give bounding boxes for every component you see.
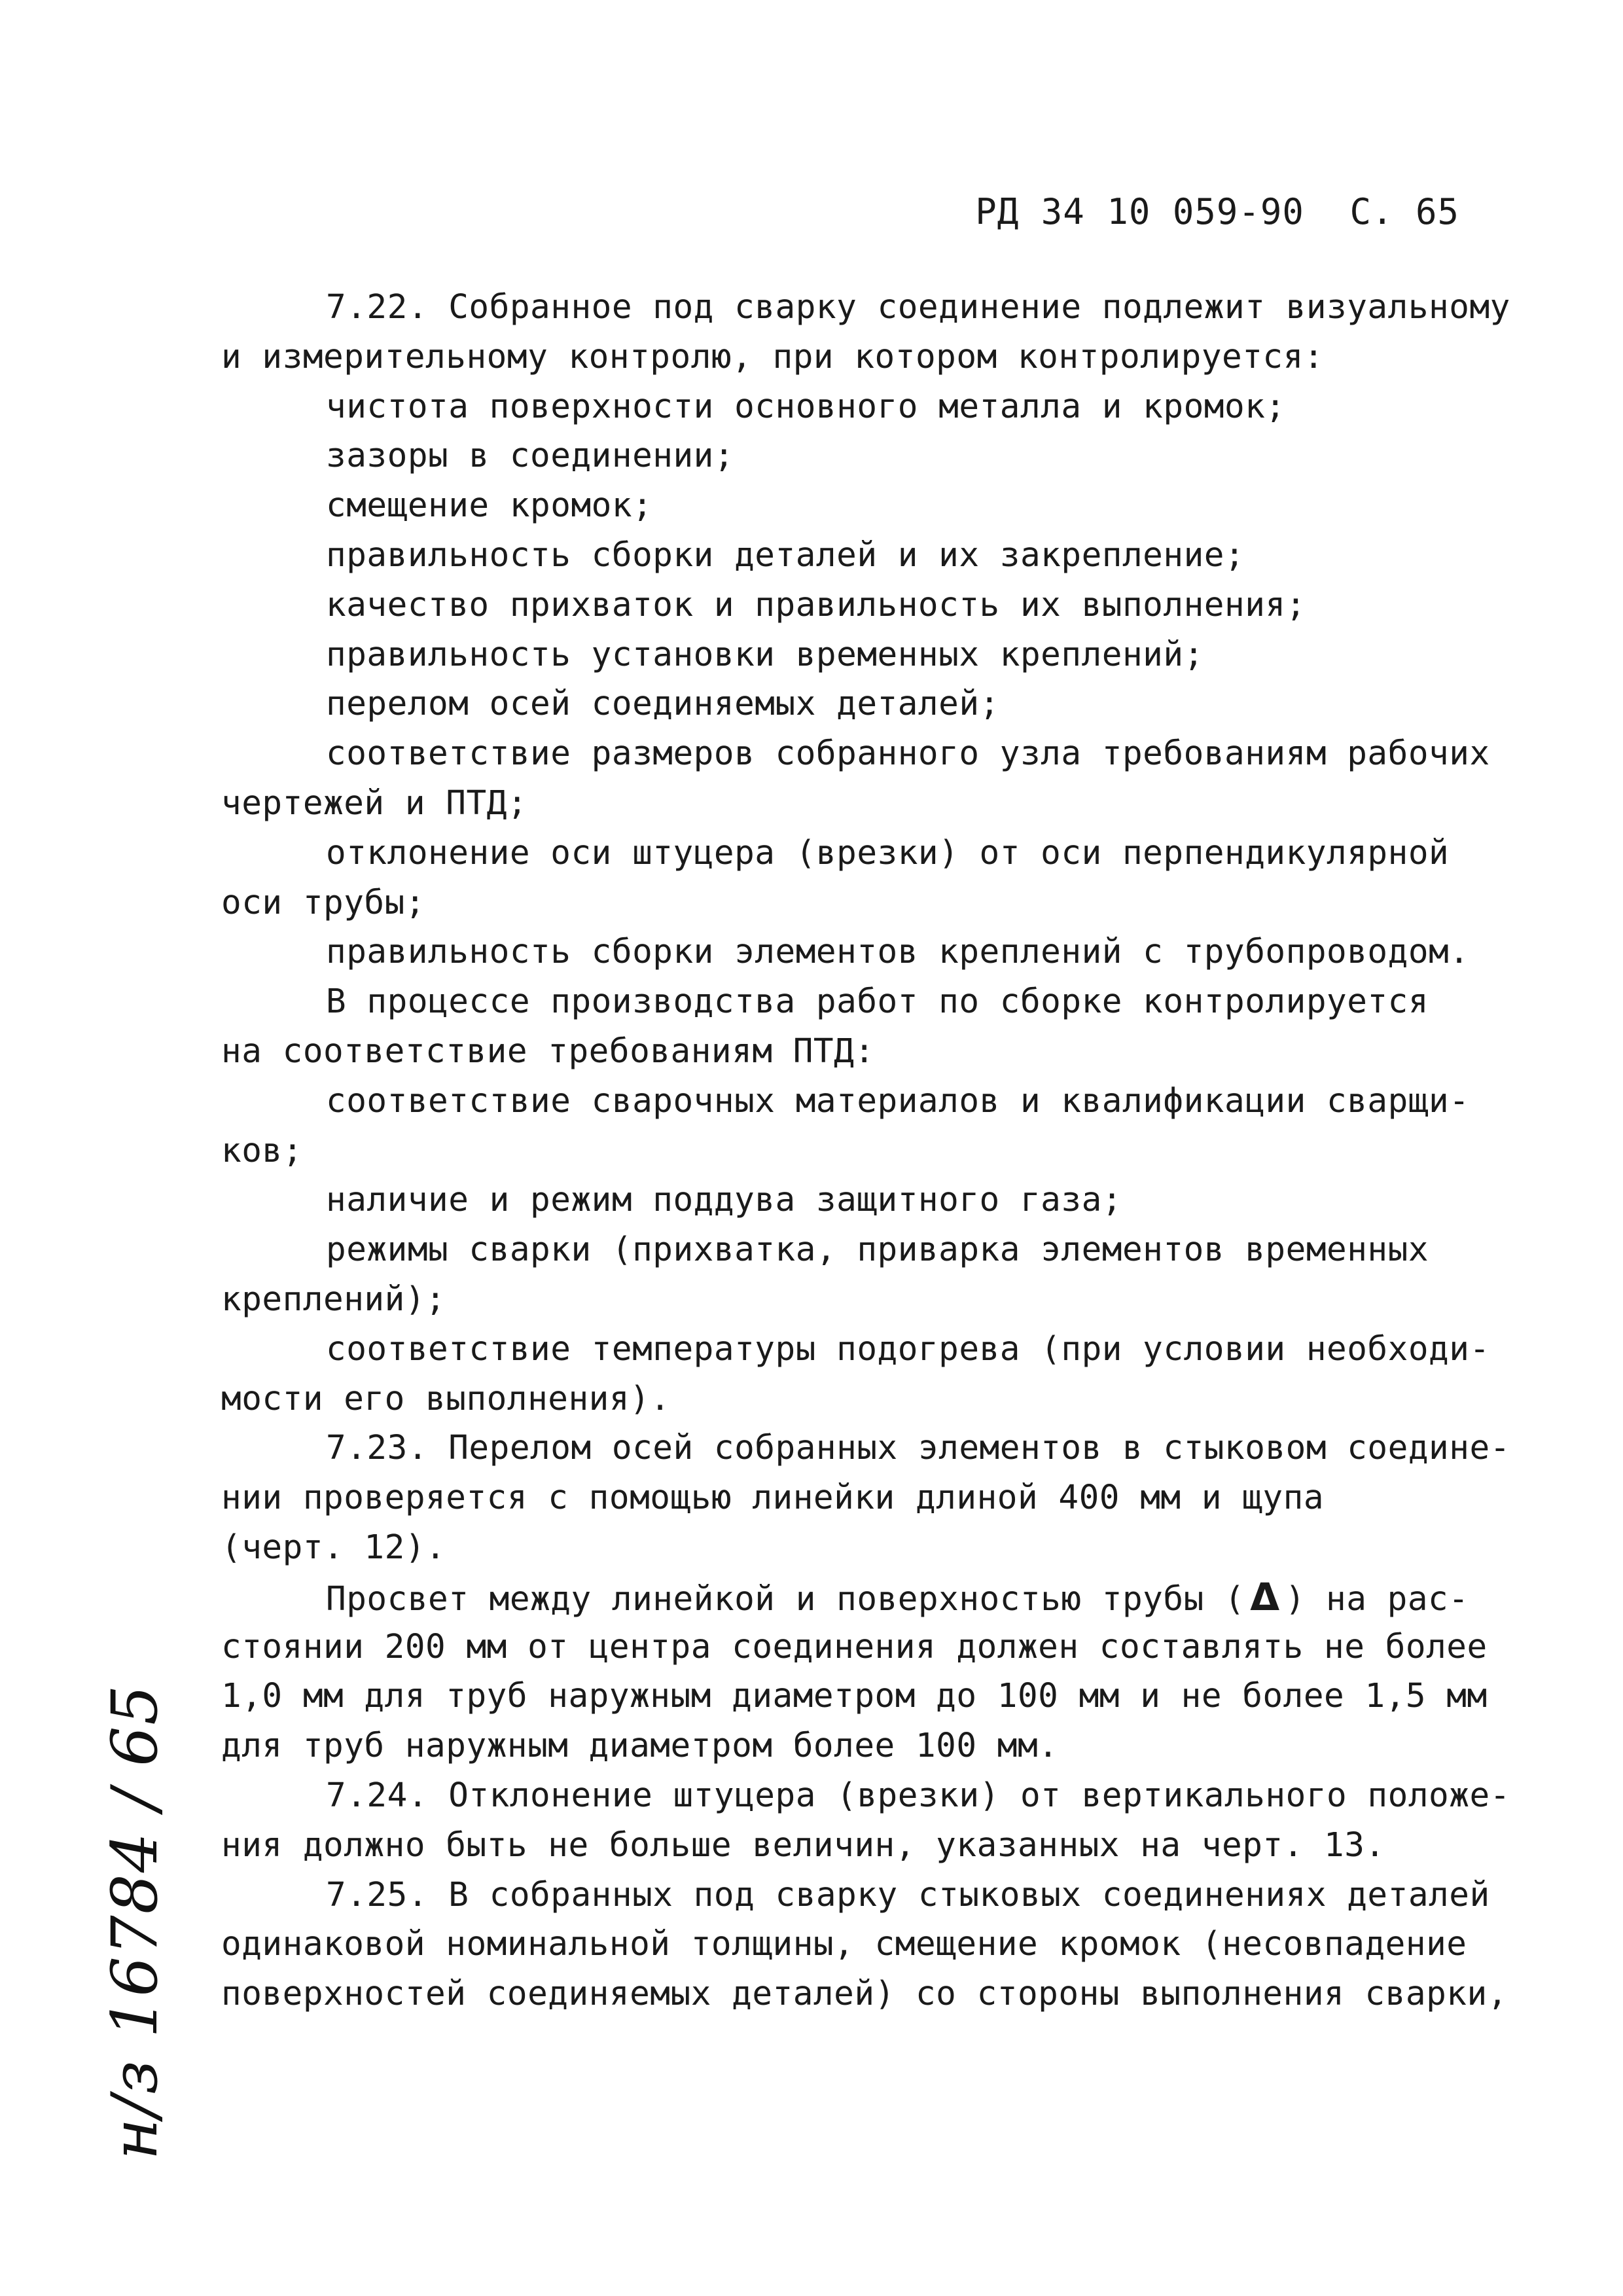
text-line xyxy=(221,729,1497,779)
text-line xyxy=(221,1325,1497,1374)
text-line-content: 1,0 мм для труб наружным диаметром до 100 мм и не более 1,5 мм xyxy=(221,1677,1488,1716)
text-line xyxy=(221,1027,1497,1077)
text-line-content: на соответствие требованиям ПТД: xyxy=(221,1031,875,1071)
text-line xyxy=(221,1623,1497,1672)
text-line xyxy=(221,1721,1497,1771)
text-line xyxy=(221,1473,1497,1523)
text-line-content: (черт. 12). xyxy=(221,1528,446,1567)
delta-symbol: Δ xyxy=(1250,1574,1280,1619)
text-line xyxy=(221,1523,1497,1573)
text-line-content: для труб наружным диаметром более 100 мм. xyxy=(221,1727,1059,1766)
text-line-content: чертежей и ПТД; xyxy=(221,783,528,823)
text-line-content: соответствие сварочных материалов и квалификации сварщи- xyxy=(326,1081,1470,1121)
text-line-content: 7.23. Перелом осей собранных элементов в стыковом соедине- xyxy=(326,1429,1510,1468)
text-line-content: ков; xyxy=(221,1131,303,1170)
text-line xyxy=(221,630,1497,680)
text-line xyxy=(221,679,1497,729)
text-line xyxy=(221,1374,1497,1424)
text-line-content: ния должно быть не больше величин, указанных на черт. 13. xyxy=(221,1825,1385,1865)
text-line-content: мости его выполнения). xyxy=(221,1379,671,1418)
text-line xyxy=(221,977,1497,1027)
text-line-content: Просвет между линейкой и поверхностью трубы ( xyxy=(326,1579,1245,1619)
text-line-content: правильность установки временных креплений; xyxy=(326,635,1204,674)
text-line-content: соответствие температуры подогрева (при условии необходи- xyxy=(326,1329,1490,1369)
text-line-content: 7.25. В собранных под сварку стыковых соединениях деталей xyxy=(326,1875,1490,1914)
text-line-content: соответствие размеров собранного узла требованиям рабочих xyxy=(326,734,1490,774)
text-line xyxy=(221,531,1497,581)
text-line xyxy=(221,1275,1497,1325)
text-line xyxy=(221,382,1497,432)
text-line-content: правильность сборки деталей и их закрепление; xyxy=(326,535,1245,575)
text-line xyxy=(221,1126,1497,1176)
text-line-content: отклонение оси штуцера (врезки) от оси перпендикулярной xyxy=(326,833,1450,872)
text-line-content: одинаковой номинальной толщины, смещение кромок (несовпадение xyxy=(221,1925,1467,1964)
text-line-content: наличие и режим поддува защитного газа; xyxy=(326,1181,1122,1220)
text-line xyxy=(221,1225,1497,1275)
text-line xyxy=(221,1424,1510,1473)
text-line xyxy=(221,1969,1508,2019)
text-line-content: качество прихваток и правильность их выполнения; xyxy=(326,585,1306,624)
text-line xyxy=(221,1077,1497,1126)
text-line xyxy=(221,779,1497,829)
text-line-content: креплений); xyxy=(221,1280,446,1319)
text-line xyxy=(221,431,1497,481)
text-line xyxy=(221,1573,1497,1623)
text-line-content: 7.22. Собранное под сварку соединение подлежит визуальному xyxy=(326,288,1510,327)
text-line-content: стоянии 200 мм от центра соединения должен составлять не более xyxy=(221,1627,1488,1666)
text-line-content: перелом осей соединяемых деталей; xyxy=(326,685,1000,724)
text-line-content: оси трубы; xyxy=(221,883,426,922)
text-line xyxy=(221,829,1497,878)
text-line-content: правильность сборки элементов креплений с трубопроводом. xyxy=(326,933,1470,972)
text-line-content: режимы сварки (прихватка, приварка элементов временных xyxy=(326,1230,1429,1270)
text-line-content: смещение кромок; xyxy=(326,486,653,526)
text-line xyxy=(221,332,1497,382)
text-line-content: поверхностей соединяемых деталей) со стороны выполнения сварки, xyxy=(221,1975,1508,2014)
body-text xyxy=(221,283,1510,2019)
text-line xyxy=(221,1920,1497,1969)
handwritten-margin-note: н/з 16784 / 65 xyxy=(98,1683,171,2160)
text-line-content: В процессе производства работ по сборке контролируется xyxy=(326,982,1429,1022)
text-line xyxy=(221,481,1497,531)
text-line xyxy=(221,581,1497,630)
text-line-continuation: ) на рас- xyxy=(1285,1579,1469,1619)
text-line xyxy=(221,1821,1497,1871)
page-header xyxy=(975,191,1459,232)
text-line-content: 7.24. Отклонение штуцера (врезки) от вертикального положе- xyxy=(326,1776,1510,1815)
text-line xyxy=(221,283,1510,332)
text-line xyxy=(221,1672,1497,1721)
text-line-content: чистота поверхности основного металла и кромок; xyxy=(326,387,1286,426)
text-line xyxy=(221,927,1497,977)
text-line xyxy=(221,878,1497,928)
document-number: РД 34 10 059-90 xyxy=(975,191,1304,232)
page-number: С. 65 xyxy=(1349,191,1459,232)
text-line xyxy=(221,1871,1497,1920)
text-line xyxy=(221,1175,1497,1225)
text-line-content: зазоры в соединении; xyxy=(326,437,735,476)
text-line xyxy=(221,1771,1510,1821)
text-line-content: и измерительному контролю, при котором контролируется: xyxy=(221,337,1325,376)
text-line-content: нии проверяется с помощью линейки длиной 400 мм и щупа xyxy=(221,1479,1325,1518)
